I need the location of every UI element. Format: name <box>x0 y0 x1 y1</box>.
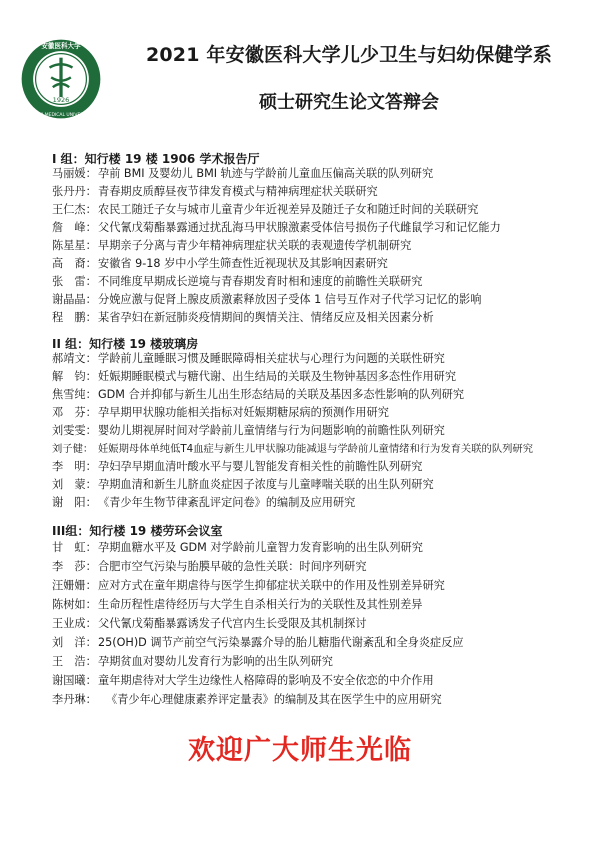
student-name: 焦雪纯： <box>52 388 97 401</box>
list-item <box>52 496 355 510</box>
list-item <box>52 257 388 271</box>
thesis-topic: 安徽省 9-18 岁中小学生筛查性近视现状及其影响因素研究 <box>98 257 388 270</box>
thesis-topic: 孕早期甲状腺功能相关指标对妊娠期糖尿病的预测作用研究 <box>98 406 389 419</box>
list-item <box>52 185 378 199</box>
thesis-topic: 不同维度早期成长逆境与青春期发育时相和速度的前瞻性关联研究 <box>98 275 423 288</box>
thesis-topic: 应对方式在童年期虐待与医学生抑郁症状关联中的作用及性别差异研究 <box>98 579 445 592</box>
page-subtitle: 硕士研究生论文答辩会 <box>259 92 439 113</box>
list-item <box>52 560 367 574</box>
logo-name-en: ANHUI MEDICAL UNIVERSITY <box>28 112 94 118</box>
list-item <box>52 460 422 474</box>
page-title: 2021 年安徽医科大学儿少卫生与妇幼保健学系 <box>145 44 553 66</box>
student-name: 程 鹏： <box>52 311 97 324</box>
thesis-topic: 孕期贫血对婴幼儿发育行为影响的出生队列研究 <box>98 655 333 668</box>
student-name: 王 浩： <box>52 655 97 668</box>
list-item <box>52 478 434 492</box>
list-item <box>52 293 481 307</box>
thesis-topic: 农民工随迁子女与城市儿童青少年近视差异及随迁子女和随迁时间的关联研究 <box>98 203 479 216</box>
thesis-topic: 青春期皮质醇昼夜节律发育模式与精神病理症状关联研究 <box>98 185 378 198</box>
student-name: 马丽媛： <box>52 167 97 180</box>
thesis-topic: 孕妇孕早期血清叶酸水平与婴儿智能发育相关性的前瞻性队列研究 <box>98 460 423 473</box>
thesis-topic: 25(OH)D 调节产前空气污染暴露介导的胎儿糖脂代谢紊乱和全身炎症反应 <box>98 636 464 649</box>
list-item <box>52 617 367 631</box>
thesis-topic: 妊娠期睡眠模式与糖代谢、出生结局的关联及生物钟基因多态性作用研究 <box>98 370 457 383</box>
student-name: 郝靖文： <box>52 352 97 365</box>
student-name: 解 钧： <box>52 370 97 383</box>
list-item <box>52 275 422 289</box>
list-item <box>52 693 442 707</box>
list-item <box>52 636 464 650</box>
thesis-topic: 妊娠期母体单纯低T4血症与新生儿甲状腺功能减退与学龄前儿童情绪和行为发育关联的队列研究 <box>98 443 534 455</box>
student-name: 陈树如： <box>52 598 97 611</box>
thesis-topic: 父代氰戊菊酯暴露诱发子代宫内生长受限及其机制探讨 <box>98 617 367 630</box>
student-name: 李 莎： <box>52 560 97 573</box>
student-name: 谢 阳： <box>52 496 97 509</box>
thesis-topic: 孕前 BMI 及婴幼儿 BMI 轨迹与学龄前儿童血压偏高关联的队列研究 <box>98 167 434 180</box>
list-item <box>52 674 434 688</box>
list-item <box>52 655 333 669</box>
logo-year: 1926 <box>52 95 70 104</box>
thesis-topic: 婴幼儿期视屏时间对学龄前儿童情绪与行为问题影响的前瞻性队列研究 <box>98 424 445 437</box>
list-item <box>52 221 501 235</box>
student-name: 张 雷： <box>52 275 97 288</box>
student-name: 邓 芬： <box>52 406 97 419</box>
student-name: 高 裔： <box>52 257 97 270</box>
thesis-topic: 早期亲子分离与青少年精神病理症状关联的表观遗传学机制研究 <box>98 239 412 252</box>
list-item <box>52 239 411 253</box>
student-name: 李丹琳： <box>52 693 97 706</box>
list-item <box>52 442 533 456</box>
student-name: 张丹丹： <box>52 185 97 198</box>
thesis-topic: 父代氰戊菊酯暴露通过扰乱海马甲状腺激素受体信号损伤子代雌鼠学习和记忆能力 <box>98 221 501 234</box>
group-3-header: III组：知行楼 19 楼劳环会议室 <box>52 524 223 538</box>
list-item <box>52 406 389 420</box>
student-name: 李 明： <box>52 460 97 473</box>
student-name: 刘雯雯： <box>52 424 97 437</box>
list-item <box>52 424 445 438</box>
thesis-topic: 《青少年心理健康素养评定量表》的编制及其在医学生中的应用研究 <box>106 693 442 706</box>
student-name: 詹 峰： <box>52 221 97 234</box>
thesis-topic: 孕期血清和新生儿脐血炎症因子浓度与儿童哮喘关联的出生队列研究 <box>98 478 434 491</box>
list-item <box>52 388 464 402</box>
student-name: 刘子健： <box>52 443 94 455</box>
university-logo-icon <box>20 38 102 120</box>
list-item <box>52 579 445 593</box>
logo-name-cn: 安徽医科大学 <box>41 41 81 50</box>
list-item <box>52 167 433 181</box>
welcome-banner: 欢迎广大师生光临 <box>188 735 412 766</box>
thesis-topic: 某省孕妇在新冠肺炎疫情期间的舆情关注、情绪反应及相关因素分析 <box>98 311 434 324</box>
thesis-topic: 学龄前儿童睡眠习惯及睡眠障碍相关症状与心理行为问题的关联性研究 <box>98 352 445 365</box>
thesis-topic: 《青少年生物节律紊乱评定问卷》的编制及应用研究 <box>98 496 356 509</box>
student-name: 刘 蒙： <box>52 478 97 491</box>
thesis-topic: 合肥市空气污染与胎膜早破的急性关联：时间序列研究 <box>98 560 367 573</box>
list-item <box>52 370 456 384</box>
list-item <box>52 541 423 555</box>
student-name: 汪姗姗： <box>52 579 97 592</box>
student-name: 王仁杰： <box>52 203 97 216</box>
thesis-topic: GDM 合并抑郁与新生儿出生形态结局的关联及基因多态性影响的队列研究 <box>98 388 465 401</box>
student-name: 王业成： <box>52 617 97 630</box>
student-name: 谢国曦： <box>52 674 97 687</box>
group-2-header: II 组：知行楼 19 楼玻璃房 <box>52 337 199 351</box>
student-name: 刘 洋： <box>52 636 97 649</box>
group-1-header: I 组：知行楼 19 楼 1906 学术报告厅 <box>52 152 260 166</box>
thesis-topic: 分娩应激与促肾上腺皮质激素释放因子受体 1 信号互作对子代学习记忆的影响 <box>98 293 482 306</box>
student-name: 谢晶晶： <box>52 293 97 306</box>
thesis-topic: 生命历程性虐待经历与大学生自杀相关行为的关联性及其性别差异 <box>98 598 423 611</box>
list-item <box>52 311 434 325</box>
thesis-topic: 童年期虐待对大学生边缘性人格障碍的影响及不安全依恋的中介作用 <box>98 674 434 687</box>
thesis-topic: 孕期血糖水平及 GDM 对学龄前儿童智力发育影响的出生队列研究 <box>98 541 423 554</box>
list-item <box>52 598 422 612</box>
list-item <box>52 352 445 366</box>
list-item <box>52 203 478 217</box>
student-name: 陈星星： <box>52 239 97 252</box>
student-name: 甘 虹： <box>52 541 97 554</box>
